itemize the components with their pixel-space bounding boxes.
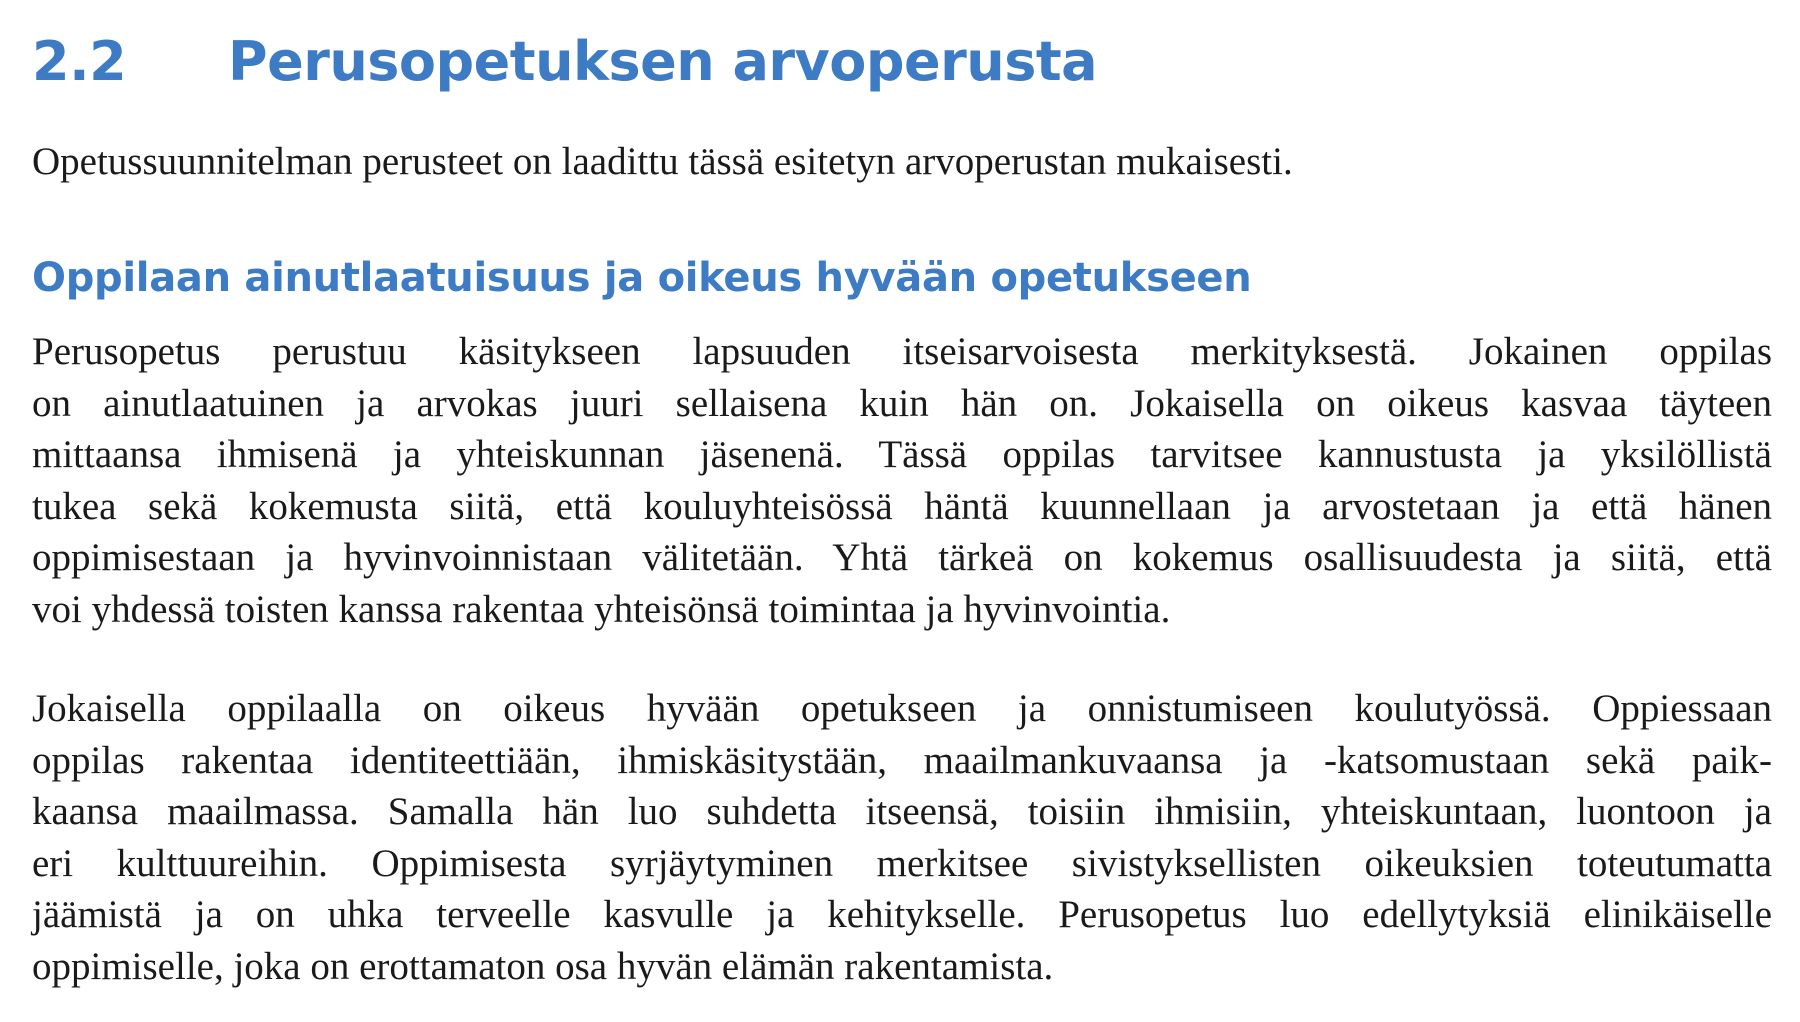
paragraph-line: tukea sekä kokemusta siitä, että kouluyhteisössä häntä kuunnellaan ja arvostetaan ja että hänen: [32, 484, 1772, 528]
section-heading: [32, 30, 1097, 93]
paragraph-line: oppimisestaan ja hyvinvoinnistaan välitetään. Yhtä tärkeä on kokemus osallisuudesta ja siitä, että: [32, 536, 1772, 579]
paragraph-line: oppimiselle, joka on erottamaton osa hyvän elämän rakentamista.: [32, 944, 1054, 988]
paragraph-line: eri kulttuureihin. Oppimisesta syrjäytyminen merkitsee sivistyksellisten oikeuksien toteutumatta: [32, 841, 1772, 885]
section-title: Perusopetuksen arvoperusta: [228, 30, 1098, 93]
paragraph-line: oppilas rakentaa identiteettiään, ihmiskäsitystään, maailmankuvaansa ja -katsomustaan sekä paik-: [32, 738, 1772, 782]
paragraph-line: on ainutlaatuinen ja arvokas juuri sellaisena kuin hän on. Jokaisella on oikeus kasvaa täyteen: [32, 381, 1772, 425]
paragraph-line: mittaansa ihmisenä ja yhteiskunnan jäsenenä. Tässä oppilas tarvitsee kannustusta ja yksilöllistä: [32, 433, 1772, 476]
paragraph-line: Perusopetus perustuu käsitykseen lapsuuden itseisarvoisesta merkityksestä. Jokainen oppilas: [32, 330, 1772, 373]
paragraph-line: jäämistä ja on uhka terveelle kasvulle ja kehitykselle. Perusopetus luo edellytyksiä elinikäiselle: [32, 893, 1772, 936]
paragraph-line: kaansa maailmassa. Samalla hän luo suhdetta itseensä, toisiin ihmisiin, yhteiskuntaan, luontoon ja: [32, 790, 1772, 833]
body-paragraph-2: [32, 683, 1772, 992]
intro-paragraph: Opetussuunnitelman perusteet on laadittu tässä esitetyn arvoperustan mukaisesti.: [32, 140, 1293, 183]
paragraph-line: voi yhdessä toisten kanssa rakentaa yhteisönsä toimintaa ja hyvinvointia.: [32, 587, 1171, 631]
section-number: 2.2: [32, 30, 127, 93]
subsection-heading: Oppilaan ainutlaatuisuus ja oikeus hyvään opetukseen: [32, 255, 1252, 301]
body-paragraph-1: [32, 326, 1772, 635]
paragraph-line: Jokaisella oppilaalla on oikeus hyvään opetukseen ja onnistumiseen koulutyössä. Oppiessaan: [32, 687, 1772, 730]
